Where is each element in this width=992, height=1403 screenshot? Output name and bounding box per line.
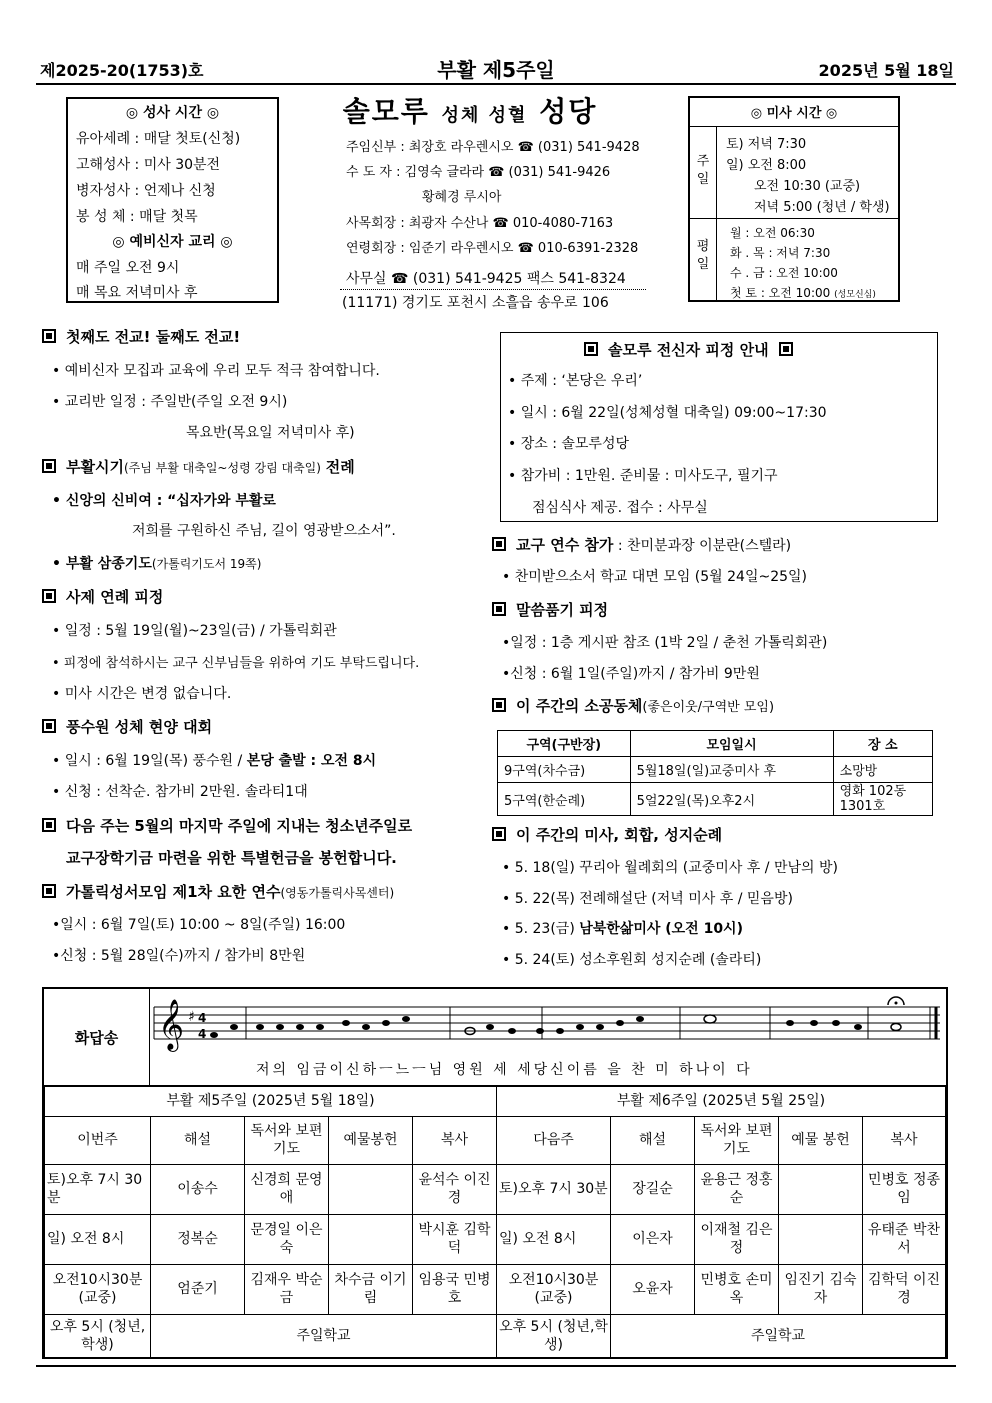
list-item: • 5. 23(금) 남북한삶미사 (오전 10시) [502,921,743,937]
this-week-heading: 부활 제5주일 (2025년 5월 18일) [45,1087,497,1117]
section-bullet-icon [42,884,56,898]
list-item: • 일시 : 6월 19일(목) 풍수원 / 본당 출발 : 오전 8시 [52,753,377,769]
list-item: • 부활 삼종기도(가톨릭기도서 19쪽) [52,556,262,572]
church-name: 솔모루 성체 성혈 성당 [342,95,598,128]
table-row [45,1215,946,1265]
table-cell: 문경일 이은숙 [245,1215,329,1265]
section-diocese-training: 교구 연수 참가 : 찬미분과장 이분란(스텔라) [492,534,791,555]
header-divider [36,83,956,85]
table-cell [779,1215,863,1265]
section-priest-retreat: 사제 연례 피정 [42,586,163,607]
list-item: 목요반(목요일 저녁미사 후) [186,425,355,441]
table-row [45,1315,946,1359]
list-item: • 교리반 일정 : 주일반(주일 오전 9시) [52,394,288,410]
mass-time-cell: 일) 오전 8시 [497,1215,611,1265]
section-bullet-icon [492,537,506,551]
list-item: •일시 : 6월 7일(토) 10:00 ~ 8일(주일) 16:00 [52,917,346,933]
sacrament-title: ◎ 성사 시간 ◎ [125,105,220,121]
sunday-mass-row: 토) 저녁 7:30 [726,137,807,152]
table-row [45,1265,946,1315]
mass-time-cell: 오후 5시 (청년,학생) [45,1315,151,1359]
issue-number: 제2025-20(1753)호 [40,61,204,80]
sunday-mass-row: 일) 오전 8:00 [726,158,807,173]
list-item: 저희를 구원하신 주님, 길이 영광받으소서”. [132,523,396,539]
list-item: • 일시 : 6월 22일(성체성혈 대축일) 09:00~17:30 [508,405,827,421]
next-week-heading: 부활 제6주일 (2025년 5월 25일) [497,1087,946,1117]
list-item: • 참가비 : 1만원. 준비물 : 미사도구, 필기구 [508,468,778,484]
table-row [498,783,933,816]
table-cell [329,1215,413,1265]
column-header: 독서와 보편기도 [245,1117,329,1165]
table-cell: 이은자 [611,1215,695,1265]
section-bullet-icon [492,698,506,712]
weekday-mass-row: 화 . 목 : 저녁 7:30 [730,246,831,260]
table-cell: 임용국 민병호 [413,1265,497,1315]
list-item: •신청 : 6월 1일(주일)까지 / 참가비 9만원 [502,666,760,682]
svg-text:♯: ♯ [188,1009,195,1025]
column-header: 예물 봉헌 [779,1117,863,1165]
table-row [498,757,933,783]
table-cell: 윤석수 이진경 [413,1165,497,1215]
column-header: 다음주 [497,1117,611,1165]
section-evangelization: 첫째도 전교! 둘째도 전교! [42,326,240,347]
section-bullet-icon [42,589,56,603]
section-bullet-icon [492,602,506,616]
table-cell: 김학덕 이진경 [863,1265,946,1315]
issue-date: 2025년 5월 18일 [818,61,954,80]
sunday-label: 주일 [696,154,710,187]
list-item: • 일정 : 5월 19일(월)~23일(금) / 가톨릭회관 [52,623,337,639]
table-cell: 소망방 [833,757,932,783]
table-cell: 김재우 박순금 [245,1265,329,1315]
weekday-mass-row: 첫 토 : 오전 10:00 (성모신심) [730,286,876,300]
column-header: 예물봉헌 [329,1117,413,1165]
address-row: (11171) 경기도 포천시 소흘읍 송우로 106 [342,295,609,311]
section-small-community: 이 주간의 소공동체(좋은이웃/구역반 모임) [492,695,774,716]
mass-title: ◎ 미사 시간 ◎ [750,106,838,121]
list-item: • 5. 18(일) 꾸리아 월례회의 (교중미사 후 / 만남의 방) [502,860,838,876]
list-item: • 피정에 참석하시는 교구 신부님들을 위하여 기도 부탁드립니다. [52,656,420,671]
table-cell: 오윤자 [611,1265,695,1315]
sacrament-row: 병자성사 : 언제나 신청 [76,183,216,199]
svg-text:4: 4 [198,1027,207,1041]
section-eucharist-rally: 풍수원 성체 현양 대회 [42,716,212,737]
section-bible-group: 가톨릭성서모임 제1차 요한 연수(영동가톨릭사목센터) [42,881,394,902]
mass-time-cell: 토)오후 7시 30분 [497,1165,611,1215]
footer-divider [36,1365,956,1367]
table-cell: 유태준 박찬서 [863,1215,946,1265]
section-bullet-icon [42,818,56,832]
table-header-row [45,1117,946,1165]
svg-text:𝄞: 𝄞 [158,999,185,1050]
catechumen-row: 매 목요 저녁미사 후 [76,285,198,301]
liturgical-week: 부활 제5주일 [437,58,555,82]
psalm-label: 화답송 [44,989,150,1086]
section-word-retreat: 말씀품기 피정 [492,599,608,620]
mass-time-cell: 일) 오전 8시 [45,1215,151,1265]
sunday-school-cell: 주일학교 [611,1315,946,1359]
ministry-schedule-table [44,1086,946,1359]
table-cell: 윤용근 정홍순 [695,1165,779,1215]
table-cell: 영화 102동1301호 [833,783,932,816]
table-cell: 엄준기 [151,1265,245,1315]
column-header: 복사 [863,1117,946,1165]
sacrament-row: 유아세례 : 매달 첫토(신청) [76,131,241,147]
list-item: •일정 : 1층 게시판 참조 (1박 2일 / 춘천 가톨릭회관) [502,635,828,651]
divider [716,126,717,302]
funeral-president-row: 연령회장 : 임준기 라우렌시오 ☎ 010-6391-2328 [346,241,639,256]
list-item: • 5. 22(목) 전례해설단 (저녁 미사 후 / 믿음방) [502,891,793,907]
table-cell: 이재철 김은정 [695,1215,779,1265]
table-cell: 민병호 정종임 [863,1165,946,1215]
religious-row-2: 황혜경 루시아 [422,190,502,205]
sunday-mass-row: 오전 10:30 (교중) [754,179,861,194]
group-meeting-table [497,730,933,816]
column-header: 구역(구반장) [498,731,631,757]
mass-time-cell: 오후 5시 (청년,학생) [497,1315,611,1359]
retreat-title: 솔모루 전신자 피정 안내 [584,339,803,360]
psalm-and-schedule [42,987,948,1359]
list-item: • 장소 : 솔모루성당 [508,436,629,452]
table-cell: 민병호 손미옥 [695,1265,779,1315]
pastor-row: 주임신부 : 최장호 라우렌시오 ☎ (031) 541-9428 [346,140,640,155]
weekday-label: 평일 [696,239,710,272]
divider [690,218,898,219]
sunday-mass-row: 저녁 5:00 (청년 / 학생) [754,200,890,215]
sacrament-row: 봉 성 체 : 매달 첫목 [76,209,198,225]
sacrament-time-box [66,97,279,303]
table-cell: 5월18일(일)교중미사 후 [630,757,833,783]
table-cell: 5구역(한순례) [498,783,631,816]
list-item: • 5. 24(토) 성소후원회 성지순례 (솔라티) [502,952,762,968]
weekday-mass-row: 월 : 오전 06:30 [730,226,815,240]
list-item: • 예비신자 모집과 교육에 우리 모두 적극 참여합니다. [52,363,380,379]
mass-time-cell: 오전10시30분 (교중) [45,1265,151,1315]
office-row: 사무실 ☎ (031) 541-9425 팩스 541-8324 [346,271,626,287]
list-item: • 미사 시간은 변경 없습니다. [52,686,232,702]
list-item: 점심식사 제공. 접수 : 사무실 [532,500,708,516]
column-header: 이번주 [45,1117,151,1165]
mass-time-cell: 오전10시30분 (교중) [497,1265,611,1315]
table-cell: 차수금 이기림 [329,1265,413,1315]
table-cell: 5얼22일(목)오후2시 [630,783,833,816]
sacrament-row: 고해성사 : 미사 30분전 [76,157,221,173]
column-header: 장 소 [833,731,932,757]
divider [690,126,898,127]
section-bullet-icon [42,459,56,473]
list-item: •신청 : 5월 28일(수)까지 / 참가비 8만원 [52,948,306,964]
list-item: • 신청 : 선착순. 참가비 2만원. 솔라티1대 [52,784,308,800]
column-header: 독서와 보편기도 [695,1117,779,1165]
section-weekly-events: 이 주간의 미사, 회합, 성지순례 [492,824,722,845]
table-cell: 정복순 [151,1215,245,1265]
column-header: 복사 [413,1117,497,1165]
council-president-row: 사목회장 : 최광자 수산나 ☎ 010-4080-7163 [346,216,614,231]
catechumen-row: 매 주일 오전 9시 [76,260,180,276]
list-item: • 찬미받으소서 학교 대면 모임 (5월 24일~25일) [502,569,808,585]
list-item: • 신앙의 신비여 : “십자가와 부활로 [52,493,276,509]
retreat-notice-box [500,332,938,522]
table-cell [779,1165,863,1215]
religious-row: 수 도 자 : 김영숙 글라라 ☎ (031) 541-9426 [346,165,611,180]
table-cell: 박시훈 김학덕 [413,1215,497,1265]
youth-sunday-line: 교구장학기금 마련을 위한 특별헌금을 봉헌합니다. [66,849,397,867]
column-header: 모임일시 [630,731,833,757]
section-bullet-icon [42,329,56,343]
mass-time-cell: 토)오후 7시 30분 [45,1165,151,1215]
section-bullet-icon [779,342,793,356]
weekday-mass-row: 수 . 금 : 오전 10:00 [730,266,838,280]
column-header: 해설 [611,1117,695,1165]
table-cell: 신경희 문영애 [245,1165,329,1215]
svg-text:4: 4 [198,1011,207,1025]
table-cell: 9구역(차수금) [498,757,631,783]
table-header-row [498,731,933,757]
section-bullet-icon [584,342,598,356]
table-cell: 장길순 [611,1165,695,1215]
list-item: • 주제 : ‘본당은 우리’ [508,373,643,389]
mass-time-box [688,96,900,302]
table-cell: 임진기 김숙자 [779,1265,863,1315]
table-cell: 이송수 [151,1165,245,1215]
table-row [45,1165,946,1215]
psalm-lyrics: 저의 임금이신하ㅡ느ㅡ님 영원 세 세당신이름 을 찬 미 하나이 다 [256,1062,753,1078]
section-bullet-icon [42,719,56,733]
section-easter-liturgy: 부활시기(주님 부활 대축일~성령 강림 대축일) 전례 [42,456,355,477]
table-cell [329,1165,413,1215]
responsorial-psalm [44,989,946,1086]
section-youth-sunday: 다음 주는 5월의 마지막 주일에 지내는 청소년주일로 [42,815,412,836]
catechumen-title: ◎ 예비신자 교리 ◎ [112,234,233,250]
address-divider [340,289,646,290]
table-row [45,1087,946,1117]
sunday-school-cell: 주일학교 [151,1315,497,1359]
section-bullet-icon [492,827,506,841]
column-header: 해설 [151,1117,245,1165]
